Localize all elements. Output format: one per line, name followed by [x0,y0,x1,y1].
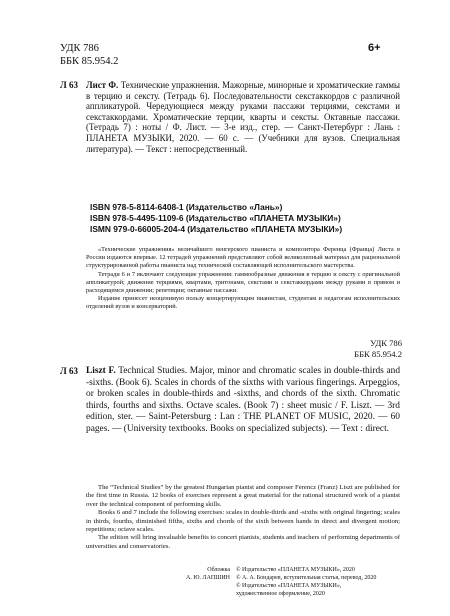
en-author: Liszt F. [86,366,116,376]
bbk-code: ББК 85.954.2 [354,349,402,359]
en-entry-text: Technical Studies. Major, minor and chromatic scales in double-thirds and -sixths. (Book 6). Scales in chords of the sixths with various fingerings. Arpeggios, or broken scales in double-thirds and -sixths, and chords of the sixth. Chromatic thirds, fourths and sixths. Octave scales. (Book 7) : sheet music / F. Liszt. — 3rd edition, ster. — Saint-Petersburg : Lan : THE PLANET OF MUSIC, 2020. — 60 pages. — (University textbooks. Books on specialized subjects). — Text : direct. [86,366,401,434]
udk-code: УДК 786 [370,338,402,348]
cover-credit [150,566,230,582]
copyright-notices [236,566,406,598]
copyright-line: © Издательство «ПЛАНЕТА МУЗЫКИ», 2020 [236,567,355,573]
ru-author: Лист Ф. [86,80,119,90]
annotation-paragraph: Books 6 and 7 include the following exercises: scales in double-thirds and -sixths with original fingering; scales in thirds, fourths, diminished fifths, sixths and chords of the sixth between hands in direct and divergent motion; repetitions; octave scales. [86,509,400,534]
cover-label: Обложка [207,567,230,573]
annotation-paragraph: «Технические упражнения» величайшего венгерского пианиста и композитора Ференца (Франца) Листа в России издаются впервые. 12 тетрадей упражнений представляют собой великолепный материал для рациональной структурированной работы пианиста над технической составляющей исполнительского мастерства. [86,246,400,270]
copyright-line: © А. А. Бондарев, вступительная статья, перевод, 2020 [236,575,377,581]
copyright-line: © Издательство «ПЛАНЕТА МУЗЫКИ», [236,583,342,589]
annotation-paragraph: The edition will bring invaluable benefits to concert pianists, students and teachers of performing departments of universities and conservatories. [86,534,400,550]
age-rating: 6+ [368,42,381,54]
isbn-line: ISBN 978-5-4495-1109-6 (Издательство «ПЛАНЕТА МУЗЫКИ») [90,213,341,223]
isbn-line: ISBN 978-5-8114-6408-1 (Издательство «Лань») [90,202,283,212]
udk-code: УДК 786 [60,43,99,54]
udk-bbk-mid [342,338,402,360]
ru-entry-text: Технические упражнения. Мажорные, минорные и хроматические гаммы в терцию и сексту. (Тетрадь 6). Последовательности секстаккордов с различной аппликатурой. Чередующиеся между руками пассажи терциями, секстами и секстаккордами. Хроматические терции, кварты и сексты. Октавные пассажи. (Тетрадь 7) : ноты / Ф. Лист. — 3-е изд., стер. — Санкт-Петербург : Лань : ПЛАНЕТА МУЗЫКИ, 2020. — 60 с. — (Учебники для вузов. Специальная литература). — Текст : непосредственный. [86,80,400,154]
en-annotation [86,484,400,551]
bbk-code: ББК 85.954.2 [60,56,119,67]
ru-entry-code: Л 63 [60,80,78,90]
ru-bibliographic-entry [86,80,400,154]
annotation-paragraph: Издание принесет неоценимую пользу концертирующим пианистам, студентам и педагогам исполнительских отделений вузов и консерваторий. [86,295,400,311]
en-bibliographic-entry [86,366,400,436]
en-entry-code: Л 63 [60,366,78,376]
cover-designer: А. Ю. ЛАПШИН [186,575,230,581]
annotation-paragraph: Тетради 6 и 7 включают следующие упражнения: гаммообразные движения в терцию и сексту с оригинальной аппликатурой; движение терциями, квартами, тритонами, секстами и секстаккордами между руками в прямом и расходящемся движении; репетиции; октавные пассажи. [86,270,400,295]
ru-annotation [86,246,400,312]
copyright-line: художественное оформление, 2020 [236,591,325,597]
ismn-line: ISMN 979-0-66005-204-4 (Издательство «ПЛАНЕТА МУЗЫКИ») [90,224,343,234]
isbn-block [90,202,390,235]
udk-bbk-top [60,42,118,68]
annotation-paragraph: The “Technical Studies” by the greatest Hungarian pianist and composer Ferencz (Franz) Liszt are published for the first time in Russia. 12 books of exercises represent a great material for the rational structured work of a pianist over the technical component of performing skills. [86,484,400,508]
